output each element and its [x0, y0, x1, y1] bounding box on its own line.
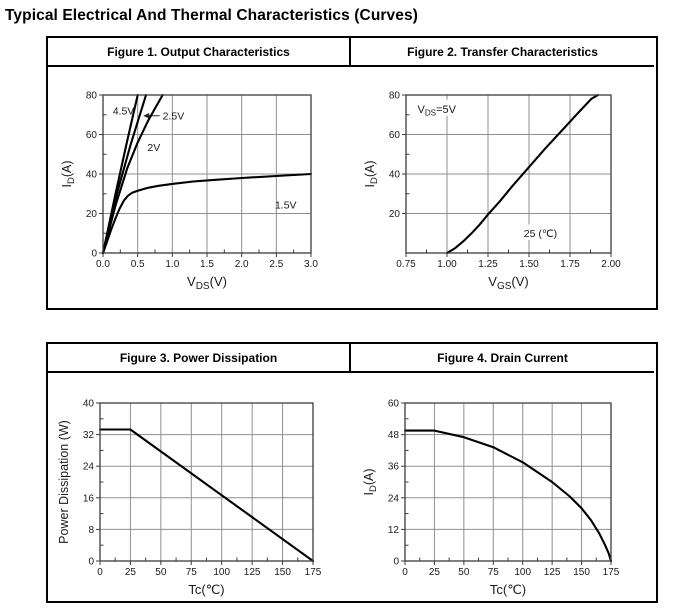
y-tick-label: 12: [387, 524, 399, 536]
figure-1-panel: [48, 38, 351, 308]
annotation-label: VDS=5V: [417, 103, 457, 118]
y-tick-label: 40: [85, 169, 97, 181]
x-tick-label: 3.0: [304, 259, 318, 270]
figure-3-header: Figure 3. Power Dissipation: [48, 344, 349, 373]
y-tick-label: 24: [82, 461, 94, 473]
y-tick-label: 40: [388, 169, 400, 181]
y-tick-label: 60: [85, 130, 97, 141]
y-tick-label: 40: [82, 398, 94, 410]
x-tick-label: 150: [274, 567, 291, 578]
y-tick-label: 20: [388, 209, 400, 220]
x-tick-label: 75: [185, 567, 197, 578]
annotation-label: 1.5V: [274, 199, 297, 212]
y-tick-label: 16: [82, 493, 94, 505]
x-tick-label: 75: [487, 567, 499, 578]
grid: [103, 95, 311, 253]
y-axis-title: Power Dissipation (W): [57, 420, 71, 544]
x-tick-label: 25: [428, 567, 440, 578]
x-tick-label: 175: [304, 567, 322, 578]
y-tick-label: 36: [387, 461, 399, 473]
x-tick-label: 1.75: [560, 259, 580, 270]
curves: [405, 431, 611, 561]
x-tick-label: 0.0: [96, 259, 110, 270]
figure-3-chart: [48, 373, 351, 601]
grid: [406, 95, 611, 253]
x-tick-label: 1.25: [478, 259, 498, 270]
x-tick-label: 175: [602, 567, 620, 578]
curve-power-dissipation: [100, 430, 313, 562]
figures-table-bottom: [46, 342, 658, 603]
figure-1-header: Figure 1. Output Characteristics: [48, 38, 349, 67]
axis-ticks: [402, 95, 611, 257]
annotation-label: 2V: [147, 142, 161, 155]
figure-4-chart: [351, 373, 654, 601]
y-tick-label: 60: [388, 130, 400, 141]
x-tick-label: 0: [97, 567, 103, 578]
x-tick-label: 100: [213, 567, 231, 578]
x-tick-label: 0.75: [396, 259, 416, 270]
y-tick-label: 0: [393, 556, 399, 568]
x-tick-label: 50: [458, 567, 470, 578]
x-tick-label: 100: [514, 567, 532, 578]
x-tick-label: 125: [543, 567, 561, 578]
y-tick-label: 0: [88, 556, 94, 568]
x-tick-label: 2.0: [234, 259, 249, 270]
y-tick-label: 48: [387, 430, 399, 442]
x-tick-label: 2.5: [269, 259, 284, 270]
curves: [100, 430, 313, 562]
y-tick-label: 32: [82, 430, 94, 442]
axis-ticks: [401, 403, 611, 565]
grid: [405, 403, 611, 561]
y-tick-label: 80: [85, 90, 97, 102]
x-tick-label: 1.5: [200, 259, 214, 270]
x-tick-label: 125: [243, 567, 261, 578]
y-tick-label: 20: [85, 209, 97, 220]
x-tick-label: 25: [124, 567, 136, 578]
tick-labels: [388, 399, 620, 579]
annotation-label: 25 (℃): [523, 228, 558, 241]
page-title: Typical Electrical And Thermal Characteristics (Curves): [5, 7, 418, 24]
figure-4-header: Figure 4. Drain Current: [351, 344, 654, 373]
figure-1-chart: [48, 67, 351, 308]
curve-drain-current: [405, 431, 611, 561]
annotations: [113, 106, 297, 212]
x-axis-title: VDS(V): [187, 274, 227, 292]
figure-4-panel: [351, 344, 654, 601]
x-tick-label: 0: [402, 567, 408, 578]
x-tick-label: 50: [155, 567, 167, 578]
y-tick-label: 0: [91, 248, 97, 260]
x-axis-title: VGS(V): [488, 274, 529, 292]
y-tick-label: 80: [388, 90, 400, 102]
annotation-label: 4.5V: [112, 105, 135, 118]
x-tick-label: 1.0: [165, 259, 180, 270]
tick-labels: [83, 399, 322, 579]
figure-2-panel: [351, 38, 654, 308]
figure-2-header: Figure 2. Transfer Characteristics: [351, 38, 654, 67]
y-axis-title: ID(A): [363, 160, 380, 188]
x-axis-title: Tc(℃): [188, 582, 225, 597]
figure-3-panel: [48, 344, 351, 601]
x-tick-label: 1.00: [437, 259, 457, 270]
y-axis-title: ID(A): [362, 468, 379, 496]
x-tick-label: 2.00: [601, 259, 621, 270]
y-tick-label: 8: [88, 524, 94, 536]
y-tick-label: 24: [387, 493, 399, 505]
x-tick-label: 150: [573, 567, 590, 578]
figure-2-chart: [351, 67, 654, 308]
x-axis-title: Tc(℃): [489, 582, 527, 597]
y-tick-label: 60: [387, 398, 399, 410]
figures-table-top: [46, 36, 658, 310]
y-axis-title: ID(A): [60, 160, 77, 188]
plot-border: [405, 403, 611, 561]
annotation-label: 2.5V: [162, 110, 185, 123]
x-tick-label: 0.5: [130, 259, 145, 270]
x-tick-label: 1.50: [519, 259, 539, 270]
tick-labels: [389, 91, 621, 271]
